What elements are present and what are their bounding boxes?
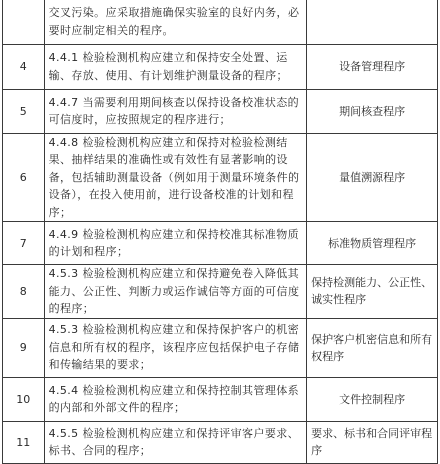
row-number: 8 xyxy=(3,265,45,319)
requirement-text: 交叉污染。应采取措施确保实验室的良好内务，必要时应制定相关的程序。 xyxy=(44,0,307,44)
procedure-name xyxy=(307,0,438,44)
requirement-text: 4.4.8 检验检测机构应建立和保持对检验检测结果、抽样结果的准确性或有效性有显著影响的设备，包括辅助测量设备（例如用于测量环境条件的设备），在投入使用前，进行设备校准的计划和程序； xyxy=(44,133,307,222)
row-number: 9 xyxy=(3,318,45,377)
row-number: 11 xyxy=(3,421,45,463)
row-number: 4 xyxy=(3,44,45,89)
requirement-text: 4.4.1 检验检测机构应建立和保持安全处置、运输、存放、使用、有计划维护测量设备的程序； xyxy=(44,44,307,89)
procedure-name: 文件控制程序 xyxy=(307,377,438,421)
requirement-text: 4.5.3 检验检测机构应建立和保持避免卷入降低其能力、公正性、判断力或运作诚信等方面的可信度的程序； xyxy=(44,265,307,319)
requirement-text: 4.5.3 检验检测机构应建立和保持保护客户的机密信息和所有权的程序，该程序应包括保护电子存储和传输结果的要求； xyxy=(44,318,307,377)
requirement-text: 4.4.7 当需要利用期间核查以保持设备校准状态的可信度时，应按照规定的程序进行； xyxy=(44,89,307,133)
procedure-name: 保护客户机密信息和所有权程序 xyxy=(307,318,438,377)
table-row xyxy=(3,377,438,421)
table-row xyxy=(3,265,438,319)
procedure-name: 标准物质管理程序 xyxy=(307,222,438,265)
procedure-name: 设备管理程序 xyxy=(307,44,438,89)
procedure-name: 要求、标书和合同评审程序 xyxy=(307,421,438,463)
table-row xyxy=(3,89,438,133)
row-number: 7 xyxy=(3,222,45,265)
row-number: 10 xyxy=(3,377,45,421)
table-row xyxy=(3,222,438,265)
table-row xyxy=(3,318,438,377)
procedure-table xyxy=(2,0,438,464)
table-row xyxy=(3,0,438,44)
row-number: 5 xyxy=(3,89,45,133)
table-row xyxy=(3,44,438,89)
procedure-name: 期间核查程序 xyxy=(307,89,438,133)
requirement-text: 4.4.9 检验检测机构应建立和保持校准其标准物质的计划和程序； xyxy=(44,222,307,265)
row-number: 6 xyxy=(3,133,45,222)
table-row xyxy=(3,421,438,463)
row-number xyxy=(3,0,45,44)
procedure-name: 保持检测能力、公正性、诚实性程序 xyxy=(307,265,438,319)
procedure-name: 量值溯源程序 xyxy=(307,133,438,222)
requirement-text: 4.5.4 检验检测机构应建立和保持控制其管理体系的内部和外部文件的程序； xyxy=(44,377,307,421)
requirement-text: 4.5.5 检验检测机构应建立和保持评审客户要求、标书、合同的程序； xyxy=(44,421,307,463)
table-row xyxy=(3,133,438,222)
